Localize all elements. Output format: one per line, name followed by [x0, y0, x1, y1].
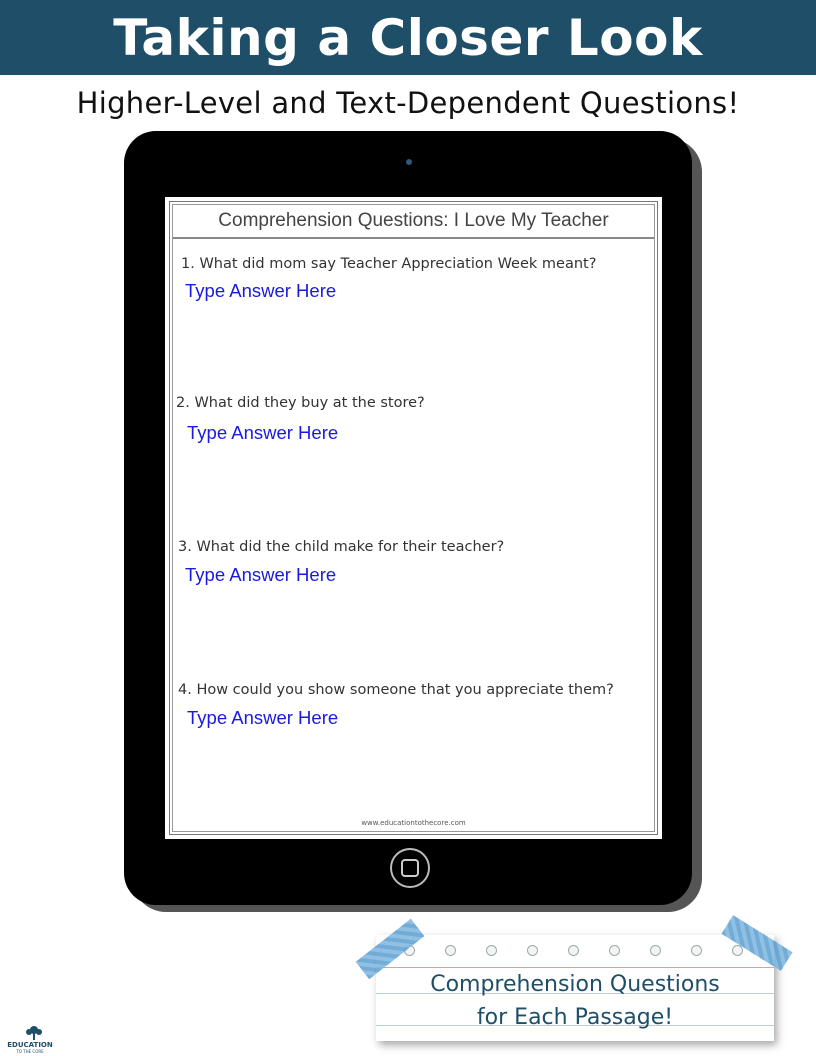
logo-text: EDUCATION: [7, 1041, 53, 1049]
question-4: 4. How could you show someone that you appreciate them?: [178, 682, 614, 698]
header-banner: [0, 0, 816, 75]
education-to-the-core-logo: [4, 1024, 56, 1054]
note-hole: [568, 945, 579, 956]
worksheet-title: Comprehension Questions: I Love My Teacher: [173, 205, 654, 239]
note-hole: [445, 945, 456, 956]
note-hole: [691, 945, 702, 956]
question-3: 3. What did the child make for their teacher?: [178, 539, 505, 555]
page-title: Taking a Closer Look: [113, 8, 703, 67]
answer-field-4[interactable]: Type Answer Here: [187, 707, 339, 728]
note-hole: [527, 945, 538, 956]
home-square-icon: [401, 859, 419, 877]
note-margin-line: [376, 967, 774, 968]
page-subtitle: Higher-Level and Text-Dependent Questions!: [76, 86, 740, 120]
tablet-screen: [165, 197, 662, 839]
answer-field-2[interactable]: Type Answer Here: [187, 422, 339, 443]
note-hole: [650, 945, 661, 956]
note-line-2: for Each Passage!: [476, 1005, 674, 1030]
camera-icon: [406, 159, 412, 165]
worksheet-inner-border: [172, 204, 655, 832]
note-line-1: Comprehension Questions: [430, 972, 720, 997]
worksheet: [169, 201, 658, 835]
question-2: 2. What did they buy at the store?: [176, 395, 425, 411]
note-hole: [486, 945, 497, 956]
home-button[interactable]: [390, 848, 430, 888]
answer-field-1[interactable]: Type Answer Here: [185, 280, 337, 301]
logo-subtext: TO THE CORE: [16, 1049, 44, 1054]
footer-url: www.educationtothecore.com: [361, 819, 466, 827]
note-card: [376, 935, 774, 1041]
note-hole: [609, 945, 620, 956]
question-1: 1. What did mom say Teacher Appreciation Week meant?: [181, 256, 597, 272]
answer-field-3[interactable]: Type Answer Here: [185, 564, 337, 585]
